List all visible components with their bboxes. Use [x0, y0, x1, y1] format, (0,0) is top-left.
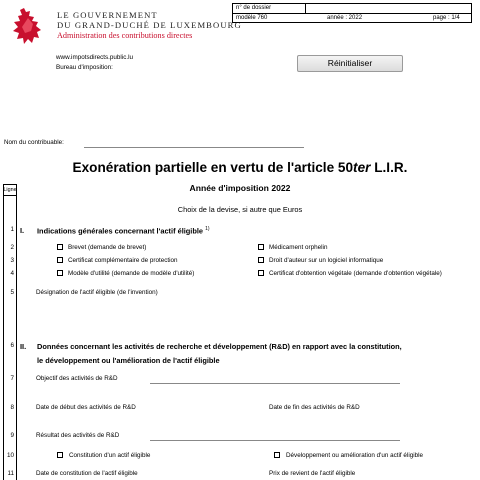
- modele-utilite-checkbox[interactable]: [57, 270, 63, 276]
- line-number: 8: [10, 404, 14, 411]
- certificat-protection-checkbox[interactable]: [57, 257, 63, 263]
- date-fin-label: Date de fin des activités de R&D: [269, 404, 360, 411]
- resultat-input[interactable]: [150, 440, 400, 441]
- line-number: 11: [7, 470, 14, 477]
- obtention-vegetale-label: Certificat d'obtention végétale (demande d'obtention végétale): [269, 270, 442, 277]
- line-number: 1: [10, 226, 14, 233]
- line-number: 4: [10, 270, 14, 277]
- page-label: page : 1/4: [433, 15, 460, 21]
- modele-label: modèle 760: [236, 15, 268, 21]
- developpement-label: Développement ou amélioration d'un actif éligible: [286, 452, 424, 459]
- line-number: 7: [10, 375, 14, 382]
- date-debut-label: Date de début des activités de R&D: [36, 404, 136, 411]
- dossier-label: n° de dossier: [236, 5, 272, 11]
- line-number: 5: [10, 289, 14, 296]
- medicament-orphelin-label: Médicament orphelin: [269, 244, 328, 251]
- line-number: 10: [6, 452, 14, 459]
- section-2-title-line2: le développement ou l'amélioration de l'actif éligible: [37, 356, 220, 365]
- section-1-number: I.: [20, 226, 25, 235]
- date-constitution-label: Date de constitution de l'actif éligible: [36, 470, 138, 477]
- luxembourg-lion-logo: [8, 6, 48, 46]
- droit-auteur-label: Droit d'auteur sur un logiciel informatique: [269, 257, 384, 264]
- currency-choice[interactable]: Choix de la devise, si autre que Euros: [177, 205, 303, 214]
- constitution-checkbox[interactable]: [57, 452, 63, 458]
- reset-button[interactable]: Réinitialiser: [297, 55, 403, 72]
- developpement-checkbox[interactable]: [274, 452, 280, 458]
- brevet-checkbox[interactable]: [57, 244, 63, 250]
- line-number: 2: [10, 244, 14, 251]
- website-link[interactable]: www.impotsdirects.public.lu: [56, 54, 133, 61]
- objectif-input[interactable]: [150, 383, 400, 384]
- line-number: 6: [10, 342, 14, 349]
- droit-auteur-checkbox[interactable]: [258, 257, 264, 263]
- logo-text-line2: DU GRAND-DUCHÉ DE LUXEMBOURG: [57, 20, 242, 30]
- designation-label: Désignation de l'actif éligible (de l'invention): [36, 289, 158, 296]
- resultat-label: Résultat des activités de R&D: [36, 432, 120, 439]
- contribuable-input[interactable]: [84, 147, 304, 148]
- objectif-label: Objectif des activités de R&D: [36, 375, 118, 382]
- prix-revient-label: Prix de revient de l'actif éligible: [269, 470, 356, 477]
- modele-utilite-label: Modèle d'utilité (demande de modèle d'utilité): [68, 270, 195, 277]
- logo-administration-text: Administration des contributions directes: [57, 31, 193, 40]
- line-number: 9: [10, 432, 14, 439]
- constitution-label: Constitution d'un actif éligible: [69, 452, 151, 459]
- ligne-header: Ligne: [3, 187, 17, 193]
- certificat-protection-label: Certificat complémentaire de protection: [68, 257, 178, 264]
- document-header-box: [232, 3, 472, 23]
- line-number: 3: [10, 257, 14, 264]
- contribuable-label: Nom du contribuable:: [4, 139, 64, 146]
- brevet-label: Brevet (demande de brevet): [68, 244, 147, 251]
- section-2-title-line1: Données concernant les activités de recherche et développement (R&D) en rapport avec la constitution,: [37, 342, 402, 351]
- bureau-label: Bureau d'imposition:: [56, 64, 113, 71]
- medicament-orphelin-checkbox[interactable]: [258, 244, 264, 250]
- page-title: Exonération partielle en vertu de l'article 50ter L.I.R.: [72, 160, 408, 175]
- tax-year-subtitle: Année d'imposition 2022: [189, 183, 291, 193]
- annee-label: année : 2022: [327, 15, 363, 21]
- obtention-vegetale-checkbox[interactable]: [258, 270, 264, 276]
- logo-text-line1: LE GOUVERNEMENT: [57, 10, 158, 20]
- section-1-title: Indications générales concernant l'actif éligible $^{1)}$: [37, 226, 210, 236]
- section-2-number: II.: [20, 342, 27, 351]
